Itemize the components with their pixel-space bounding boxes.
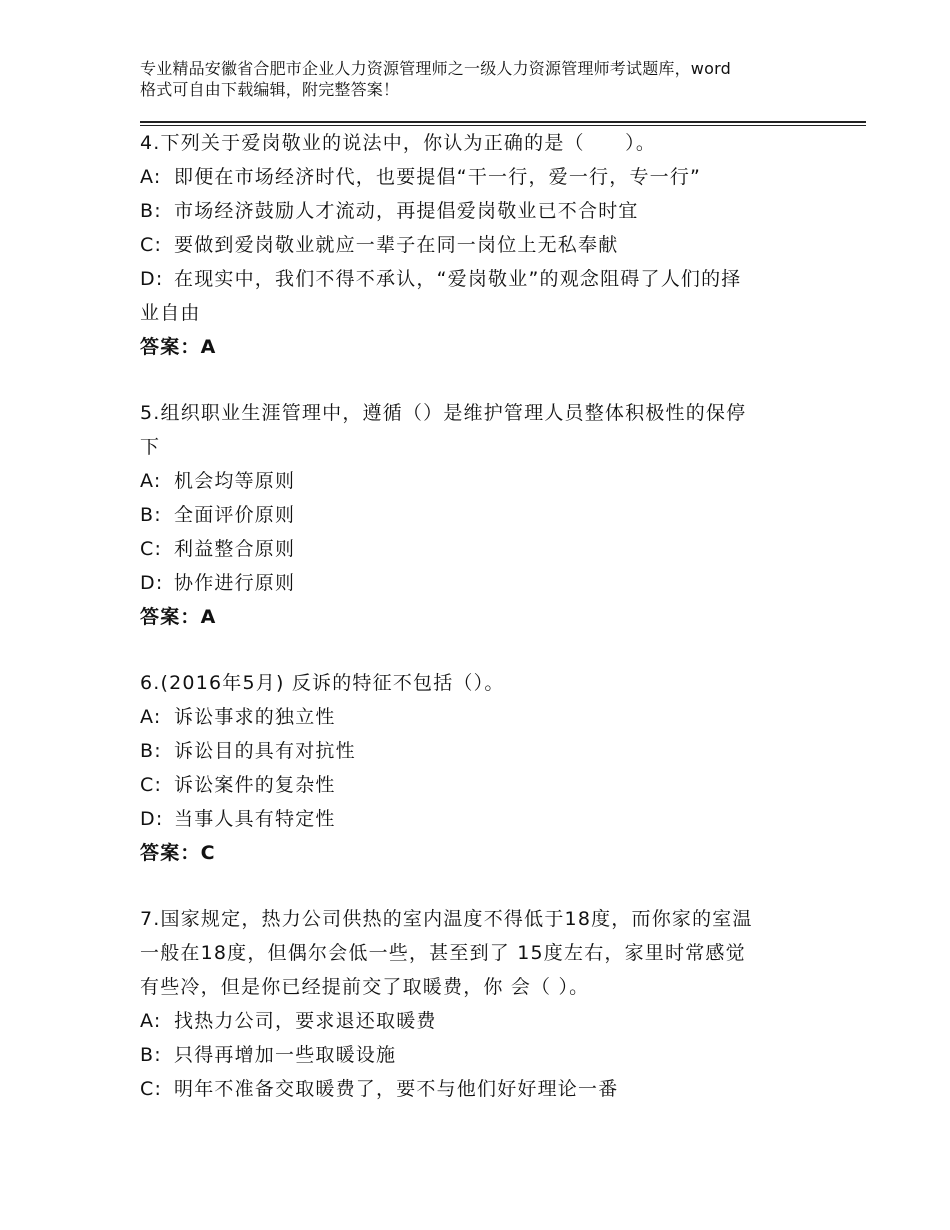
question-stem: 4.下列关于爱岗敬业的说法中，你认为正确的是（ ）。 [140,132,657,154]
answer-option [140,768,808,802]
option-text: 即便在市场经济时代，也要提倡“干一行，爱一行，专一行” [174,166,702,188]
question-list [140,126,808,1138]
answer-option [140,1004,808,1038]
option-text: 全面评价原则 [174,504,296,526]
option-letter: C: [140,234,163,256]
answer-option [140,566,808,600]
option-letter: B: [140,200,162,222]
option-letter: A: [140,1010,162,1032]
option-text: 市场经济鼓励人才流动，再提倡爱岗敬业已不合时宜 [174,200,639,222]
question-stem: 下 [140,436,161,458]
option-text: 业自由 [140,302,201,324]
answer-option [140,160,808,194]
header-line-1: 专业精品安徽省合肥市企业人力资源管理师之一级人力资源管理师考试题库，word [140,59,731,78]
answer-option [140,802,808,836]
option-text: 诉讼目的具有对抗性 [174,740,356,762]
option-text: 利益整合原则 [174,538,296,560]
question-block [140,902,808,1106]
answer-option [140,262,808,296]
answer-option [140,464,808,498]
option-letter: A: [140,470,162,492]
question-block [140,126,808,364]
answer-label: 答案：A [140,336,217,358]
answer-option [140,296,808,330]
answer-option [140,532,808,566]
answer-option [140,498,808,532]
option-text: 协作进行原则 [174,572,296,594]
option-letter: A: [140,166,162,188]
option-text: 诉讼案件的复杂性 [174,774,336,796]
option-text: 明年不准备交取暖费了，要不与他们好好理论一番 [174,1078,619,1100]
option-letter: B: [140,504,162,526]
option-text: 诉讼事求的独立性 [174,706,336,728]
option-text: 要做到爱岗敬业就应一辈子在同一岗位上无私奉献 [174,234,619,256]
option-text: 只得再增加一些取暖设施 [174,1044,397,1066]
header-line-2: 格式可自由下载编辑，附完整答案！ [140,80,400,99]
answer-option [140,734,808,768]
answer-label: 答案：C [140,842,216,864]
option-letter: C: [140,538,163,560]
question-stem: 7.国家规定，热力公司供热的室内温度不得低于18度，而你家的室温 [140,908,753,930]
option-text: 在现实中，我们不得不承认，“爱岗敬业”的观念阻碍了人们的择 [174,268,742,290]
option-letter: B: [140,1044,162,1066]
header-rule-thick [140,121,866,123]
answer-option [140,194,808,228]
option-letter: D: [140,572,164,594]
option-letter: C: [140,774,163,796]
question-stem: 有些冷，但是你已经提前交了取暖费，你 会（ ）。 [140,976,590,998]
question-stem: 一般在18度，但偶尔会低一些，甚至到了 15度左右，家里时常感觉 [140,942,746,964]
question-stem: 6.(2016年5月) 反诉的特征不包括（）。 [140,672,505,694]
option-text: 机会均等原则 [174,470,296,492]
option-text: 找热力公司，要求退还取暖费 [174,1010,437,1032]
answer-option [140,228,808,262]
option-letter: B: [140,740,162,762]
document-header [140,58,830,100]
answer-option [140,1038,808,1072]
answer-label: 答案：A [140,606,217,628]
question-block [140,396,808,634]
option-letter: D: [140,808,164,830]
option-letter: A: [140,706,162,728]
answer-option [140,1072,808,1106]
option-text: 当事人具有特定性 [174,808,336,830]
option-letter: C: [140,1078,163,1100]
question-stem: 5.组织职业生涯管理中，遵循（）是维护管理人员整体积极性的保停 [140,402,747,424]
question-block [140,666,808,870]
answer-option [140,700,808,734]
option-letter: D: [140,268,164,290]
